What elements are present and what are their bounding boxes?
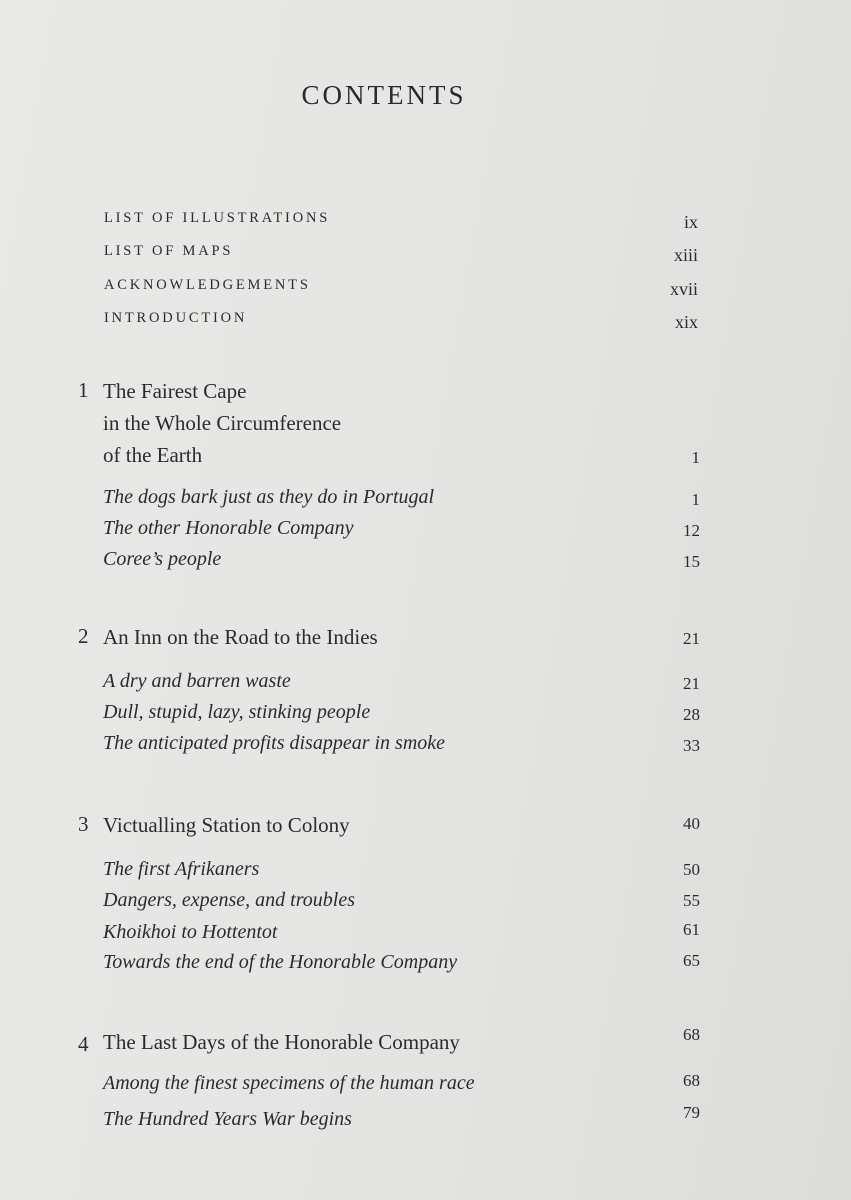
front-matter-label: INTRODUCTION xyxy=(104,310,248,326)
chapter-page: 40 xyxy=(683,814,700,833)
section-page: 12 xyxy=(683,521,700,540)
chapter-page: 21 xyxy=(683,629,700,648)
section-title: The first Afrikaners xyxy=(103,858,260,880)
section-page: 79 xyxy=(683,1103,700,1122)
front-matter-label: LIST OF MAPS xyxy=(104,243,234,259)
section-title: Among the finest specimens of the human race xyxy=(103,1072,475,1094)
section-title: The other Honorable Company xyxy=(103,517,354,539)
chapter-title-line: An Inn on the Road to the Indies xyxy=(103,625,378,649)
section-page: 21 xyxy=(683,674,700,693)
front-matter-page: xiii xyxy=(673,245,698,265)
chapter-number: 4 xyxy=(78,1032,89,1056)
section-title: A dry and barren waste xyxy=(103,670,291,692)
chapter-title xyxy=(103,809,350,841)
section-page: 55 xyxy=(683,891,700,910)
front-matter-item xyxy=(104,277,698,309)
section-page: 61 xyxy=(683,920,700,939)
chapter-number: 1 xyxy=(78,378,89,402)
chapter-number: 3 xyxy=(78,812,89,836)
chapter-title-line: The Last Days of the Honorable Company xyxy=(103,1030,460,1054)
front-matter-page: ix xyxy=(683,212,698,232)
section-page: 33 xyxy=(683,736,700,755)
front-matter-item xyxy=(104,210,698,242)
front-matter-item xyxy=(104,310,698,342)
section-page: 65 xyxy=(683,951,700,970)
front-matter-page: xvii xyxy=(669,279,698,299)
section-title: Khoikhoi to Hottentot xyxy=(103,921,278,943)
chapter-title xyxy=(103,375,341,471)
chapter-title-line: of the Earth xyxy=(103,443,203,467)
section-page: 28 xyxy=(683,705,700,724)
chapter-number: 2 xyxy=(78,624,89,648)
section-page: 1 xyxy=(691,490,700,509)
section-title: The dogs bark just as they do in Portugal xyxy=(103,486,435,508)
section-title: Dull, stupid, lazy, stinking people xyxy=(103,701,371,723)
front-matter-label: ACKNOWLEDGEMENTS xyxy=(104,277,311,293)
section-page: 50 xyxy=(683,860,700,879)
chapter-title-line: Victualling Station to Colony xyxy=(103,813,350,837)
front-matter-page: xix xyxy=(674,312,698,332)
chapter-title-line: The Fairest Cape xyxy=(103,379,247,403)
section-title: The Hundred Years War begins xyxy=(103,1108,352,1130)
chapter-page: 68 xyxy=(683,1025,700,1044)
section-page: 15 xyxy=(683,552,700,571)
section-title: Coree’s people xyxy=(103,548,222,570)
chapter-title-line: in the Whole Circumference xyxy=(103,411,342,435)
chapter-title xyxy=(103,1026,460,1058)
front-matter-item xyxy=(104,243,698,275)
page-title: CONTENTS xyxy=(301,80,467,110)
chapter-page: 1 xyxy=(691,448,700,467)
front-matter-label: LIST OF ILLUSTRATIONS xyxy=(104,210,331,226)
section-page: 68 xyxy=(683,1071,700,1090)
chapter-title xyxy=(103,621,378,653)
section-title: Dangers, expense, and troubles xyxy=(103,889,355,911)
section-title: The anticipated profits disappear in smoke xyxy=(103,732,446,754)
section-title: Towards the end of the Honorable Company xyxy=(103,951,458,973)
